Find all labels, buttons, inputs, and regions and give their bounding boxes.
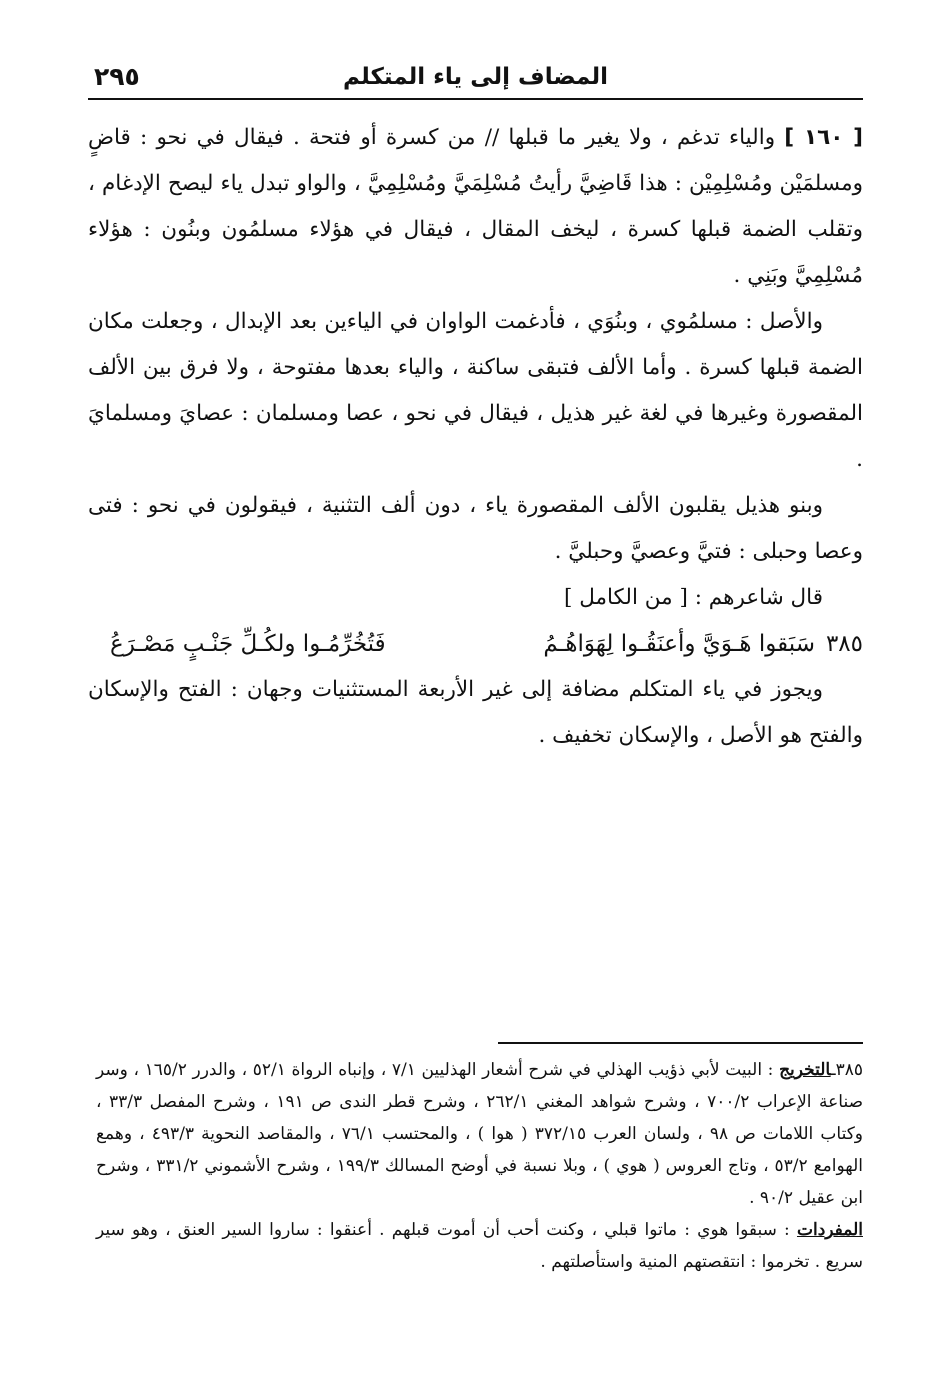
chapter-title: المضاف إلى ياء المتكلم bbox=[343, 64, 608, 90]
page-number: ٢٩٥ bbox=[94, 62, 140, 91]
verse-number: ٣٨٥ bbox=[825, 631, 863, 657]
takhrij-text: : البيت لأبي ذؤيب الهذلي في شرح أشعار الهذليين ٧/١ ، وإنباه الرواة ٥٢/١ ، والدرر ١٦٥/٢ ، وسر صناعة الإعراب ٧٠٠/٢ ، وشرح شواهد المغني ٢٦٢/١ ، وشرح قطر الندى ص ١٩١ ، وشرح المفصل ٣٣/٣ ، وكتاب اللامات ص ٩٨ ، ولسان العرب ٣٧٢/١٥ ( هوا ) ، والمحتسب ٧٦/١ ، والمقاصد النحوية ٤٩٣/٣ ، وهمع الهوامع ٥٣/٢ ، وتاج العروس ( هوي ) ، وبلا نسبة في أوضح المسالك ١٩٩/٣ ، وشرح الأشموني ٣٣١/٢ ، وشرح ابن عقيل ٩٠/٢ . bbox=[96, 1060, 864, 1208]
rule-number: [ ١٦٠ ] bbox=[784, 125, 863, 150]
paragraph-1-text: والياء تدغم ، ولا يغير ما قبلها // من كسرة أو فتحة . فيقال في نحو : قاضٍ ومسلمَيْن ومُسْلِمِيْن : هذا قَاضِيَّ رأيتُ مُسْلِمَيَّ ومُسْلِمِيَّ ، والواو تبدل ياء ليصح الإدغام ، وتقلب الضمة قبلها كسرة ، ليخف المقال ، فيقال في هؤلاء مسلمُون وبنُون : هؤلاء مُسْلِمِيَّ وبَنِي . bbox=[88, 125, 863, 288]
footnote-separator bbox=[498, 1042, 863, 1044]
page-header bbox=[88, 58, 863, 100]
poetry-verse bbox=[88, 621, 863, 667]
mufradat-text: : سبقوا هوي : ماتوا قبلي ، وكنت أحب أن أموت قبلهم . أعنقوا : ساروا السير العنق ، وهو سير سريع . تخرموا : انتقصتهم المنية واستأصلتهم . bbox=[96, 1220, 863, 1272]
takhrij-label: التخريج bbox=[779, 1060, 831, 1080]
mufradat-label: المفردات bbox=[796, 1220, 863, 1240]
main-text bbox=[88, 115, 863, 759]
paragraph-4: ويجوز في ياء المتكلم مضافة إلى غير الأربعة المستثنيات وجهان : الفتح والإسكان والفتح هو الأصل ، والإسكان تخفيف . bbox=[88, 677, 863, 748]
footnote-number: ٣٨٥ـ bbox=[830, 1060, 864, 1080]
footnote-takhrij bbox=[96, 1054, 863, 1214]
verse-hemistich-first: سَبَقوا هَـوَيَّ وأعنَقُـوا لِهَوَاهُـمُ bbox=[543, 631, 815, 657]
footnote-mufradat bbox=[96, 1214, 863, 1278]
paragraph-2: والأصل : مسلمُوي ، وبنُوَي ، فأدغمت الواوان في الياءين بعد الإبدال ، وجعلت مكان الضمة قبلها كسرة . وأما الألف فتبقى ساكنة ، والياء بعدها مفتوحة ، ولا فرق بين الألف المقصورة وغيرها في لغة غير هذيل ، فيقال في نحو ، عصا ومسلمان : عصايَ ومسلمايَ . bbox=[88, 309, 863, 472]
poet-intro: قال شاعرهم : [ من الكامل ] bbox=[563, 585, 823, 610]
footnotes bbox=[96, 1054, 863, 1278]
verse-hemistich-second: فَتُخُرِّمُـوا ولكُـلِّ جَنْـبٍ مَصْـرَعُ bbox=[110, 631, 386, 657]
paragraph-rule bbox=[88, 115, 863, 299]
paragraph-3: وبنو هذيل يقلبون الألف المقصورة ياء ، دون ألف التثنية ، فيقولون في نحو : فتى وعصا وحبلى : فتيَّ وعصيَّ وحبليَّ . bbox=[88, 493, 863, 564]
